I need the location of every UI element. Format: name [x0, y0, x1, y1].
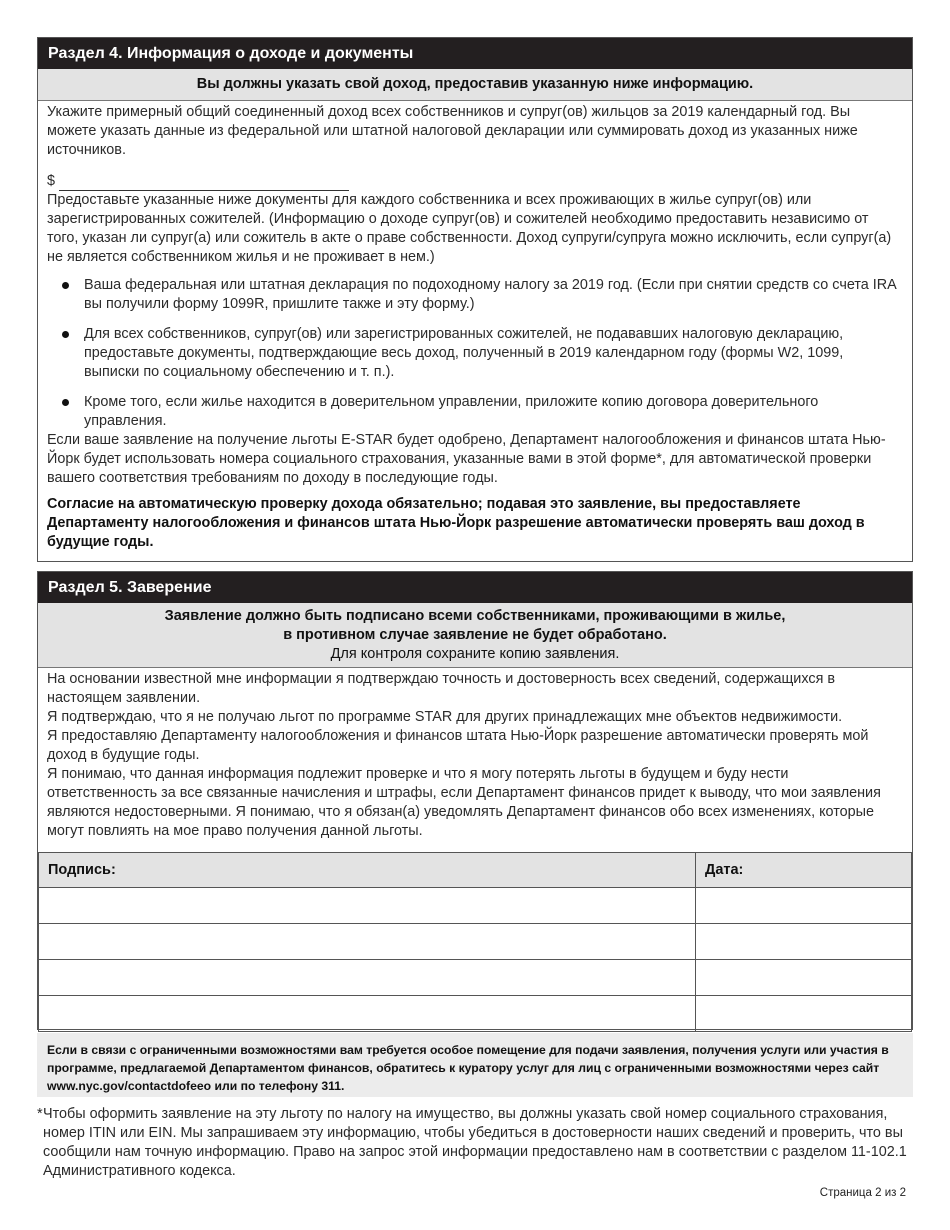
- table-row: [39, 924, 912, 960]
- date-field[interactable]: [696, 924, 912, 960]
- certification-paragraph: Я понимаю, что данная информация подлежит проверке и что я могу потерять льготы в будущем и буду нести ответственность за все связанные начисления и штрафы, если Департамент финансов придет к выводу, что мои заявления являются недостоверными. Я понимаю, что я обязан(а) уведомлять Департамент финансов обо всех изменениях, которые могут повлиять на мое право получения данной льготы.: [47, 766, 881, 839]
- section-5-header: Раздел 5. Заверение: [38, 572, 912, 603]
- footnote-mark: *: [37, 1106, 43, 1122]
- bullet-icon: [62, 399, 69, 406]
- signature-field[interactable]: [39, 960, 696, 996]
- list-item: Кроме того, если жилье находится в доверительном управлении, приложите копию договора доверительного управления.: [47, 393, 902, 431]
- list-item: Для всех собственников, супруг(ов) или зарегистрированных сожителей, не подававших налоговую декларацию, предоставьте документы, подтверждающие весь доход, полученный в 2019 календарном году (формы W2, 1099, выписки по социальному обеспечению и т. п.).: [47, 325, 902, 382]
- signature-label: Подпись:: [39, 853, 696, 888]
- date-field[interactable]: [696, 888, 912, 924]
- certification-paragraph: Я подтверждаю, что я не получаю льгот по программе STAR для других принадлежащих мне объектов недвижимости.: [47, 709, 843, 725]
- income-amount-field[interactable]: [47, 172, 902, 191]
- keep-copy-note: Для контроля сохраните копию заявления.: [330, 646, 620, 662]
- signature-table-header: [39, 853, 912, 888]
- list-item: Ваша федеральная или штатная декларация по подоходному налогу за 2019 год. (Если при снятии средств со счета IRA вы получили форму 1099R, пришлите также и эту форму.): [47, 276, 902, 314]
- signature-field[interactable]: [39, 996, 696, 1032]
- footnote-text: Чтобы оформить заявление на эту льготу по налогу на имущество, вы должны указать свой номер социального страхования, номер ITIN или EIN. Мы запрашиваем эту информацию, чтобы убедиться в достоверности наших сведений и проверить, что вы сообщили нам точную информацию. Право на запрос этой информации предоставлено нам в соответствии с разделом 11-102.1 Административного кодекса.: [43, 1106, 907, 1179]
- section-5: [37, 571, 913, 1030]
- page-number: Страница 2 из 2: [819, 1187, 906, 1199]
- sign-requirement-line2: в противном случае заявление не будет обработано.: [283, 627, 667, 643]
- table-row: [39, 960, 912, 996]
- income-amount-line[interactable]: [59, 176, 349, 191]
- footnote: [37, 1105, 913, 1181]
- estar-notice: Если ваше заявление на получение льготы E-STAR будет одобрено, Департамент налогообложения и финансов штата Нью-Йорк будет использовать номера социального страхования, указанные вами в этой форме*, для автоматической проверки вашего соответствия требованиям по доходу в последующие годы.: [47, 432, 886, 486]
- accessibility-notice: Если в связи с ограниченными возможностями вам требуется особое помещение для подачи заявления, получения услуги или участия в программе, предлагаемой Департаментом финансов, обратитесь к куратору услуг для лиц с ограниченными возможностями через сайт www.nyc.gov/contactdofeeo или по телефону 311.: [37, 1033, 913, 1097]
- section-4-subheader: Вы должны указать свой доход, предоставив указанную ниже информацию.: [38, 69, 912, 101]
- section-4-body: [38, 101, 912, 552]
- signature-table: [38, 852, 912, 1032]
- date-field[interactable]: [696, 960, 912, 996]
- bullet-icon: [62, 331, 69, 338]
- signature-field[interactable]: [39, 888, 696, 924]
- documents-instructions: Предоставьте указанные ниже документы для каждого собственника и всех проживающих в жилье супруг(ов) или зарегистрированных сожителей. (Информацию о доходе супруг(ов) и сожителей необходимо предоставить независимо от того, указан ли супруг(а) или сожитель в акте о праве собственности. Доход супруги/супруга можно исключить, если супруг(а) не является собственником жилья и не проживает в нем.): [47, 192, 892, 265]
- table-row: [39, 996, 912, 1032]
- section-4-header: Раздел 4. Информация о доходе и документы: [38, 38, 912, 69]
- income-intro: Укажите примерный общий соединенный доход всех собственников и супруг(ов) жильцов за 2019 календарный год. Вы можете указать данные из федеральной или штатной налоговой декларации или суммировать доход из указанных ниже источников.: [47, 104, 858, 158]
- documents-list: [47, 276, 902, 431]
- certification-paragraph: Я предоставляю Департаменту налогообложения и финансов штата Нью-Йорк разрешение автоматически проверять мой доход в будущие годы.: [47, 728, 869, 763]
- sign-requirement-line1: Заявление должно быть подписано всеми собственниками, проживающими в жилье,: [164, 608, 786, 624]
- section-5-subheader: [38, 603, 912, 668]
- consent-statement: Согласие на автоматическую проверку дохода обязательно; подавая это заявление, вы предоставляете Департаменту налогообложения и финансов штата Нью-Йорк разрешение автоматически проверять ваш доход в будущие годы.: [47, 496, 865, 550]
- certification-paragraph: На основании известной мне информации я подтверждаю точность и достоверность всех сведений, содержащихся в настоящем заявлении.: [47, 671, 836, 706]
- section-4: [37, 37, 913, 562]
- table-row: [39, 888, 912, 924]
- dollar-sign: $: [47, 173, 56, 189]
- date-label: Дата:: [696, 853, 912, 888]
- signature-field[interactable]: [39, 924, 696, 960]
- section-5-body: [38, 668, 912, 841]
- date-field[interactable]: [696, 996, 912, 1032]
- bullet-icon: [62, 282, 69, 289]
